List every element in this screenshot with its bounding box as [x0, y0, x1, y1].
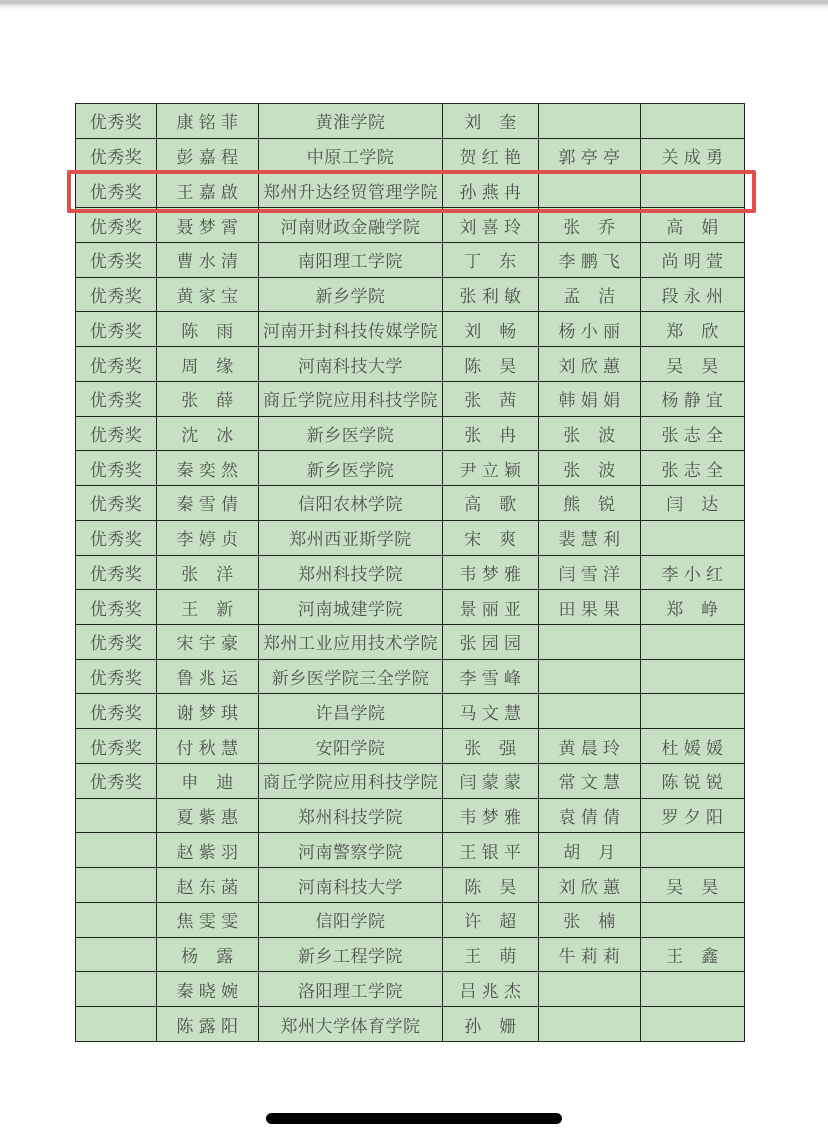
table-cell: 洛阳理工学院 [259, 972, 443, 1007]
table-cell: 优秀奖 [76, 347, 157, 382]
table-cell: 宋 爽 [443, 520, 539, 555]
table-cell: 胡 月 [539, 833, 641, 868]
table-cell: 秦 奕 然 [157, 451, 259, 486]
table-cell: 张 志 全 [641, 451, 745, 486]
table-cell: 杨 露 [157, 937, 259, 972]
table-cell: 景 丽 亚 [443, 590, 539, 625]
table-row [76, 1007, 745, 1042]
table-cell: 南阳理工学院 [259, 242, 443, 277]
table-cell: 申 迪 [157, 763, 259, 798]
table-cell: 优秀奖 [76, 277, 157, 312]
table-cell: 河南开封科技传媒学院 [259, 312, 443, 347]
table-cell: 尚 明 萱 [641, 242, 745, 277]
table-cell [539, 659, 641, 694]
table-row [76, 312, 745, 347]
table-cell [539, 694, 641, 729]
table-cell: 杨 小 丽 [539, 312, 641, 347]
table-cell: 段 永 州 [641, 277, 745, 312]
table-cell: 张 利 敏 [443, 277, 539, 312]
table-row [76, 138, 745, 173]
table-cell: 郑州科技学院 [259, 798, 443, 833]
table-row [76, 694, 745, 729]
table-cell: 信阳学院 [259, 902, 443, 937]
table-cell: 宋 宇 豪 [157, 625, 259, 660]
table-cell: 优秀奖 [76, 486, 157, 521]
table-cell: 赵 东 菡 [157, 868, 259, 903]
table-cell [641, 902, 745, 937]
table-cell: 优秀奖 [76, 625, 157, 660]
table-cell: 新乡医学院 [259, 451, 443, 486]
table-cell: 许 超 [443, 902, 539, 937]
table-row [76, 729, 745, 764]
table-cell: 郑州科技学院 [259, 555, 443, 590]
table-cell: 吴 昊 [641, 347, 745, 382]
table-row [76, 833, 745, 868]
table-cell: 郑州升达经贸管理学院 [259, 173, 443, 208]
table-cell: 优秀奖 [76, 104, 157, 139]
table-cell [76, 972, 157, 1007]
table-cell: 孙 姗 [443, 1007, 539, 1042]
table-cell: 河南财政金融学院 [259, 208, 443, 243]
home-indicator-handle[interactable] [266, 1113, 562, 1124]
table-cell [641, 104, 745, 139]
table-cell [641, 833, 745, 868]
table-cell: 优秀奖 [76, 555, 157, 590]
table-cell: 中原工学院 [259, 138, 443, 173]
table-cell: 韩 娟 娟 [539, 381, 641, 416]
table-cell: 张 波 [539, 416, 641, 451]
table-row [76, 451, 745, 486]
table-cell: 孙 燕 冉 [443, 173, 539, 208]
table-cell: 张 薛 [157, 381, 259, 416]
table-row [76, 937, 745, 972]
table-cell: 马 文 慧 [443, 694, 539, 729]
table-cell: 赵 紫 羽 [157, 833, 259, 868]
table-cell: 李 小 红 [641, 555, 745, 590]
table-cell: 优秀奖 [76, 659, 157, 694]
table-cell: 闫 蒙 蒙 [443, 763, 539, 798]
table-row [76, 381, 745, 416]
table-cell: 张 冉 [443, 416, 539, 451]
table-cell: 张 乔 [539, 208, 641, 243]
table-row [76, 347, 745, 382]
table-cell: 优秀奖 [76, 312, 157, 347]
table-cell: 高 娟 [641, 208, 745, 243]
table-cell: 优秀奖 [76, 729, 157, 764]
table-cell: 刘 奎 [443, 104, 539, 139]
table-cell: 张 茜 [443, 381, 539, 416]
table-cell: 陈 雨 [157, 312, 259, 347]
table-cell: 张 波 [539, 451, 641, 486]
table-cell: 新乡医学院 [259, 416, 443, 451]
table-cell: 牛 莉 莉 [539, 937, 641, 972]
table-cell: 河南城建学院 [259, 590, 443, 625]
table-cell [539, 972, 641, 1007]
table-cell [539, 625, 641, 660]
table-cell: 高 歌 [443, 486, 539, 521]
table-cell: 田 果 果 [539, 590, 641, 625]
table-cell: 闫 达 [641, 486, 745, 521]
table-cell: 安阳学院 [259, 729, 443, 764]
table-row [76, 277, 745, 312]
table-cell: 张 洋 [157, 555, 259, 590]
table-cell: 信阳农林学院 [259, 486, 443, 521]
table-row [76, 798, 745, 833]
table-cell: 优秀奖 [76, 416, 157, 451]
table-cell: 优秀奖 [76, 451, 157, 486]
table-row [76, 972, 745, 1007]
table-row [76, 590, 745, 625]
table-cell: 优秀奖 [76, 590, 157, 625]
table-cell [76, 902, 157, 937]
table-cell: 沈 冰 [157, 416, 259, 451]
table-cell: 关 成 勇 [641, 138, 745, 173]
table-row [76, 208, 745, 243]
table-cell: 杜 媛 媛 [641, 729, 745, 764]
table-cell: 张 志 全 [641, 416, 745, 451]
table-cell: 陈 昊 [443, 347, 539, 382]
table-cell: 河南科技大学 [259, 868, 443, 903]
table-cell [76, 1007, 157, 1042]
table-cell [76, 868, 157, 903]
table-cell [641, 659, 745, 694]
table-row [76, 242, 745, 277]
table-cell: 王 萌 [443, 937, 539, 972]
table-cell: 罗 夕 阳 [641, 798, 745, 833]
table-cell: 韦 梦 雅 [443, 555, 539, 590]
table-cell: 郑州工业应用技术学院 [259, 625, 443, 660]
table-cell: 刘 喜 玲 [443, 208, 539, 243]
table-cell: 李 婷 贞 [157, 520, 259, 555]
table-cell: 康 铭 菲 [157, 104, 259, 139]
table-cell [76, 798, 157, 833]
table-cell [641, 520, 745, 555]
table-cell: 陈 锐 锐 [641, 763, 745, 798]
table-cell: 优秀奖 [76, 242, 157, 277]
table-cell: 曹 水 清 [157, 242, 259, 277]
table-cell: 优秀奖 [76, 138, 157, 173]
table-cell: 孟 洁 [539, 277, 641, 312]
table-cell [641, 694, 745, 729]
table-cell: 张 园 园 [443, 625, 539, 660]
table-cell: 聂 梦 霄 [157, 208, 259, 243]
table-cell: 常 文 慧 [539, 763, 641, 798]
table-cell: 吴 昊 [641, 868, 745, 903]
table-cell [641, 1007, 745, 1042]
table-cell: 秦 晓 婉 [157, 972, 259, 1007]
table-cell: 丁 东 [443, 242, 539, 277]
table-row [76, 868, 745, 903]
table-cell: 贺 红 艳 [443, 138, 539, 173]
table-cell: 优秀奖 [76, 763, 157, 798]
table-cell: 新乡医学院三全学院 [259, 659, 443, 694]
table-row [76, 486, 745, 521]
table-cell: 李 雪 峰 [443, 659, 539, 694]
table-cell: 郑州西亚斯学院 [259, 520, 443, 555]
table-cell: 新乡工程学院 [259, 937, 443, 972]
table-cell: 王 嘉 啟 [157, 173, 259, 208]
table-cell [539, 1007, 641, 1042]
table-cell: 刘 欣 蕙 [539, 347, 641, 382]
table-cell: 周 缘 [157, 347, 259, 382]
table-cell: 郑州大学体育学院 [259, 1007, 443, 1042]
table-cell: 黄 晨 玲 [539, 729, 641, 764]
table-cell: 王 新 [157, 590, 259, 625]
table-cell: 张 楠 [539, 902, 641, 937]
table-cell: 夏 紫 惠 [157, 798, 259, 833]
table-cell [641, 173, 745, 208]
table-cell: 优秀奖 [76, 694, 157, 729]
table-row [76, 416, 745, 451]
table-row [76, 902, 745, 937]
table-cell: 谢 梦 琪 [157, 694, 259, 729]
table-cell: 刘 欣 蕙 [539, 868, 641, 903]
table-cell: 王 鑫 [641, 937, 745, 972]
table-cell: 王 银 平 [443, 833, 539, 868]
table-cell [76, 937, 157, 972]
table-cell: 尹 立 颖 [443, 451, 539, 486]
table-cell: 新乡学院 [259, 277, 443, 312]
table-cell [539, 173, 641, 208]
table-cell: 黄 家 宝 [157, 277, 259, 312]
page-top-edge-shadow [0, 0, 828, 10]
table-cell: 优秀奖 [76, 173, 157, 208]
table-cell: 河南警察学院 [259, 833, 443, 868]
awards-table [75, 103, 745, 1042]
table-cell: 陈 昊 [443, 868, 539, 903]
table-cell: 优秀奖 [76, 520, 157, 555]
table-cell: 裴 慧 利 [539, 520, 641, 555]
table-cell: 鲁 兆 运 [157, 659, 259, 694]
table-row [76, 659, 745, 694]
table-cell: 陈 露 阳 [157, 1007, 259, 1042]
table-cell [641, 972, 745, 1007]
table-row [76, 104, 745, 139]
table-cell: 焦 雯 雯 [157, 902, 259, 937]
table-cell: 刘 畅 [443, 312, 539, 347]
table-cell [641, 625, 745, 660]
table-cell: 优秀奖 [76, 208, 157, 243]
table-cell [76, 833, 157, 868]
table-cell: 优秀奖 [76, 381, 157, 416]
table-cell: 李 鹏 飞 [539, 242, 641, 277]
table-cell: 郑 峥 [641, 590, 745, 625]
table-cell: 黄淮学院 [259, 104, 443, 139]
table-cell: 商丘学院应用科技学院 [259, 381, 443, 416]
table-cell: 郭 亭 亭 [539, 138, 641, 173]
table-cell: 郑 欣 [641, 312, 745, 347]
table-cell: 许昌学院 [259, 694, 443, 729]
table-cell: 张 强 [443, 729, 539, 764]
table-cell: 彭 嘉 程 [157, 138, 259, 173]
table-row [76, 520, 745, 555]
table-cell: 闫 雪 洋 [539, 555, 641, 590]
table-row [76, 625, 745, 660]
table-cell [539, 104, 641, 139]
table-row [76, 173, 745, 208]
table-cell: 韦 梦 雅 [443, 798, 539, 833]
table-cell: 杨 静 宜 [641, 381, 745, 416]
table-cell: 商丘学院应用科技学院 [259, 763, 443, 798]
table-cell: 吕 兆 杰 [443, 972, 539, 1007]
table-cell: 袁 倩 倩 [539, 798, 641, 833]
table-row [76, 555, 745, 590]
table-cell: 秦 雪 倩 [157, 486, 259, 521]
table-row [76, 763, 745, 798]
table-cell: 付 秋 慧 [157, 729, 259, 764]
table-cell: 河南科技大学 [259, 347, 443, 382]
table-cell: 熊 锐 [539, 486, 641, 521]
